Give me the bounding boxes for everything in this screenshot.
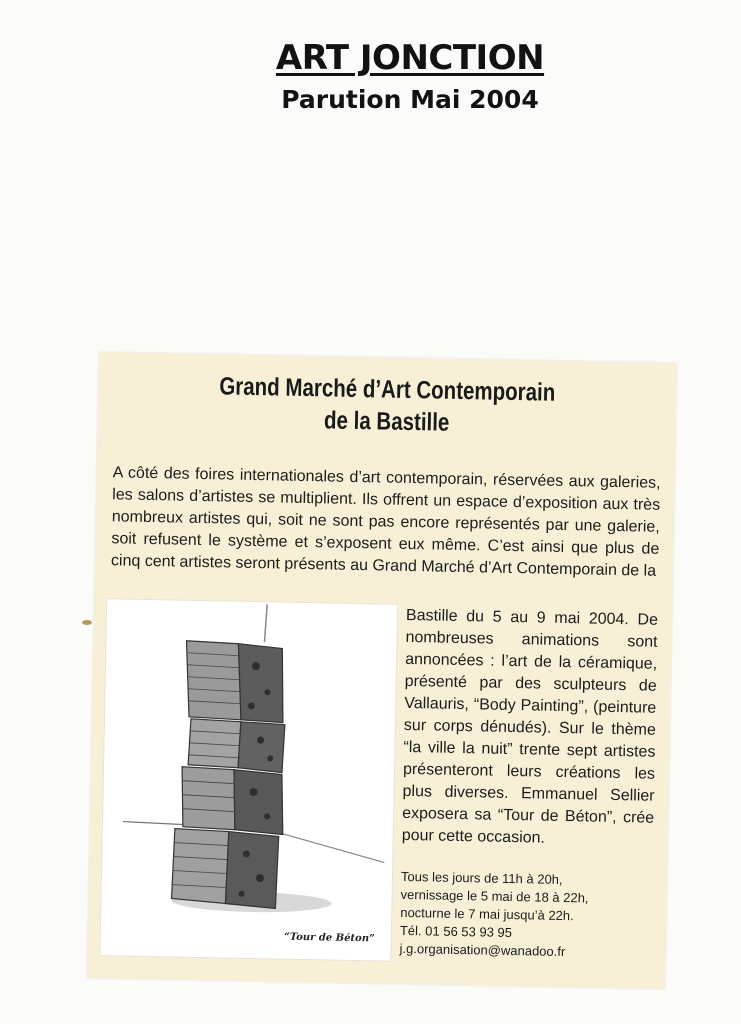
article-continued-paragraph: Bastille du 5 au 9 mai 2004. De nombreuses animations sont annoncées : l’art de la céramique, présenté par des sculpteurs de Vallauris, “Body Painting”, (peinture sur corps dénudés). Sur le thème “la ville la nuit” trente sept artistes présenteront leurs créations les plus diverses. Emmanuel Sellier exposera sa “Tour de Béton”, crée pour cette occasion. (401, 606, 659, 847)
article-title-line-1: Grand Marché d’Art Contemporain (219, 372, 556, 407)
info-hours: Tous les jours de 11h à 20h, (400, 868, 563, 887)
publication-title: ART JONCTION (275, 38, 545, 78)
info-nocturne: nocturne le 7 mai jusqu’à 22h. (400, 904, 574, 924)
image-caption: “Tour de Béton” (283, 931, 375, 945)
publication-date: Parution Mai 2004 (281, 85, 539, 114)
sculpture-photo (99, 598, 398, 962)
paper-speck (82, 620, 92, 625)
article-clipping (87, 352, 677, 989)
info-phone: Tél. 01 56 53 93 95 (399, 922, 513, 941)
info-email: j.g.organisation@wanadoo.fr (399, 940, 566, 960)
event-info (399, 868, 653, 963)
tour-de-beton-sculpture-icon (100, 599, 397, 961)
article-title-line-2: de la Bastille (323, 406, 450, 437)
page-header (0, 36, 741, 116)
article-title (149, 369, 624, 442)
article-lead-paragraph: A côté des foires internationales d’art contemporain, réservées aux galeries, les salons d’artistes se multiplient. Ils offrent un espace d’exposition aux très nombreux artistes qui, soit ne sont pas encore représentés par une galerie, soit refusent le système et s’exposent eux même. C’est ainsi que plus de cinq cent artistes seront présents au Grand Marché d’Art Contemporain de la (110, 464, 661, 580)
info-vernissage: vernissage le 5 mai de 18 à 22h, (400, 886, 589, 906)
